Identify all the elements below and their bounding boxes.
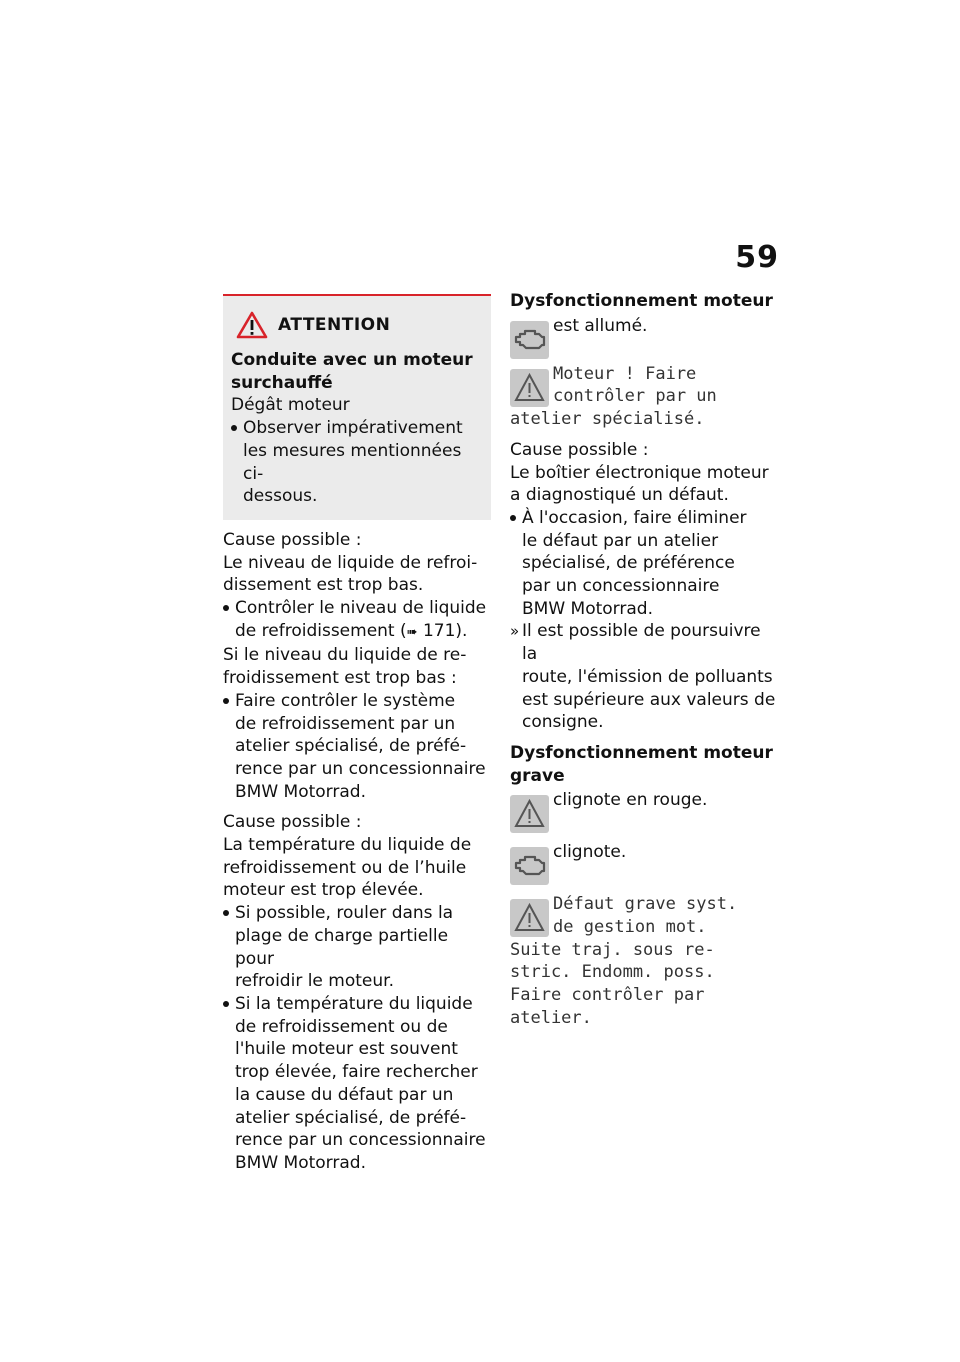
indicator-row: [510, 315, 780, 355]
text-line: est supérieure aux valeurs de: [522, 689, 776, 710]
text-line: rence par un concessionnaire: [235, 758, 486, 779]
attention-heading-line: Conduite avec un moteur: [231, 350, 473, 370]
text-line: Si la température du liquide: [235, 993, 473, 1014]
text-line: [235, 620, 491, 645]
text-line: refroidir le moteur.: [235, 971, 394, 992]
indicator-row: [510, 789, 780, 829]
indicator-row: [510, 841, 780, 881]
attention-subtitle: Dégât moteur: [231, 395, 350, 416]
display-message: [510, 893, 780, 1029]
engine-warning-icon: [510, 847, 549, 885]
display-line: stric. Endomm. poss.: [510, 962, 715, 983]
result-item: [510, 620, 780, 734]
text-line: Observer impérativement: [243, 418, 463, 439]
display-line: atelier.: [510, 1007, 592, 1028]
text-line: de refroidissement par un: [235, 713, 456, 734]
text-line: Le boîtier électronique moteur: [510, 462, 769, 483]
text-line: l'huile moteur est souvent: [235, 1039, 458, 1060]
display-line: Moteur ! Faire: [553, 363, 697, 384]
left-column: [223, 294, 491, 1175]
display-line: Défaut grave syst.: [553, 894, 738, 915]
cause-label: Cause possible :: [510, 439, 649, 460]
bullet-item: [223, 993, 491, 1175]
text-line: la cause du défaut par un: [235, 1084, 454, 1105]
bullet-item: [223, 902, 491, 993]
display-message: [510, 363, 780, 431]
text-line: BMW Motorrad.: [522, 598, 653, 619]
display-line: Suite traj. sous re-: [510, 939, 715, 960]
display-line: Faire contrôler par: [510, 985, 705, 1006]
general-warning-icon: [510, 795, 549, 833]
text-line: BMW Motorrad.: [235, 1152, 366, 1173]
text-line: a diagnostiqué un défaut.: [510, 485, 729, 506]
section-title: [510, 742, 780, 787]
text-line: route, l'émission de polluants: [522, 666, 773, 687]
display-line: contrôler par un: [553, 386, 717, 407]
text-line: Contrôler le niveau de liquide: [235, 598, 487, 619]
attention-header: [231, 311, 481, 339]
text-span: de refroidissement (: [235, 620, 407, 641]
text-line: Le niveau de liquide de refroi-: [223, 552, 478, 573]
text-line: atelier spécialisé, de préfé-: [235, 736, 467, 757]
section-title: Dysfonctionnement moteur: [510, 291, 773, 311]
display-line: de gestion mot.: [553, 917, 707, 938]
bullet-item: [223, 690, 491, 804]
text-line: plage de charge partielle pour: [235, 925, 449, 969]
text-line: les mesures mentionnées ci-: [243, 440, 462, 484]
text-line: spécialisé, de préférence: [522, 553, 735, 574]
cause-label: Cause possible :: [223, 812, 362, 833]
text-line: Faire contrôler le système: [235, 690, 456, 711]
right-column: [510, 290, 780, 1030]
display-line: atelier spécialisé.: [510, 409, 705, 430]
text-line: moteur est trop élevée.: [223, 880, 424, 901]
text-line: atelier spécialisé, de préfé-: [235, 1107, 467, 1128]
warning-triangle-icon: [236, 311, 268, 339]
page-reference[interactable]: 171).: [417, 620, 468, 641]
text-line: refroidissement ou de l’huile: [223, 857, 467, 878]
text-line: rence par un concessionnaire: [235, 1130, 486, 1151]
indicator-text: clignote en rouge.: [553, 790, 708, 811]
text-line: trop élevée, faire rechercher: [235, 1062, 478, 1083]
text-line: Si le niveau du liquide de re-: [223, 645, 467, 666]
cause-label: Cause possible :: [223, 529, 362, 550]
text-line: froidissement est trop bas :: [223, 668, 457, 689]
page-reference-arrow-icon: ➠: [406, 624, 418, 640]
result-marker: »: [510, 622, 520, 641]
text-line: dissement est trop bas.: [223, 575, 424, 596]
page-number: 59: [735, 240, 779, 275]
text-line: grave: [510, 765, 565, 786]
text-line: par un concessionnaire: [522, 576, 720, 597]
text-line: consigne.: [522, 712, 604, 733]
attention-box: [223, 294, 491, 520]
text-line: dessous.: [243, 486, 318, 507]
text-line: de refroidissement ou de: [235, 1016, 448, 1037]
engine-warning-icon: [510, 321, 549, 359]
text-line: À l'occasion, faire éliminer: [522, 507, 747, 528]
indicator-text: clignote.: [553, 842, 627, 863]
general-warning-icon: [510, 899, 549, 937]
text-line: Il est possible de poursuivre la: [522, 621, 761, 665]
attention-title: ATTENTION: [278, 314, 391, 335]
text-line: La température du liquide de: [223, 835, 472, 856]
text-line: Si possible, rouler dans la: [235, 903, 454, 924]
general-warning-icon: [510, 369, 549, 407]
indicator-text: est allumé.: [553, 315, 648, 336]
bullet-item: [223, 597, 491, 644]
attention-bullet: [231, 417, 481, 508]
text-line: Dysfonctionnement moteur: [510, 742, 773, 763]
text-line: le défaut par un atelier: [522, 530, 719, 551]
text-line: BMW Motorrad.: [235, 781, 366, 802]
bullet-item: [510, 507, 780, 621]
attention-heading-line: surchauffé: [231, 372, 333, 393]
